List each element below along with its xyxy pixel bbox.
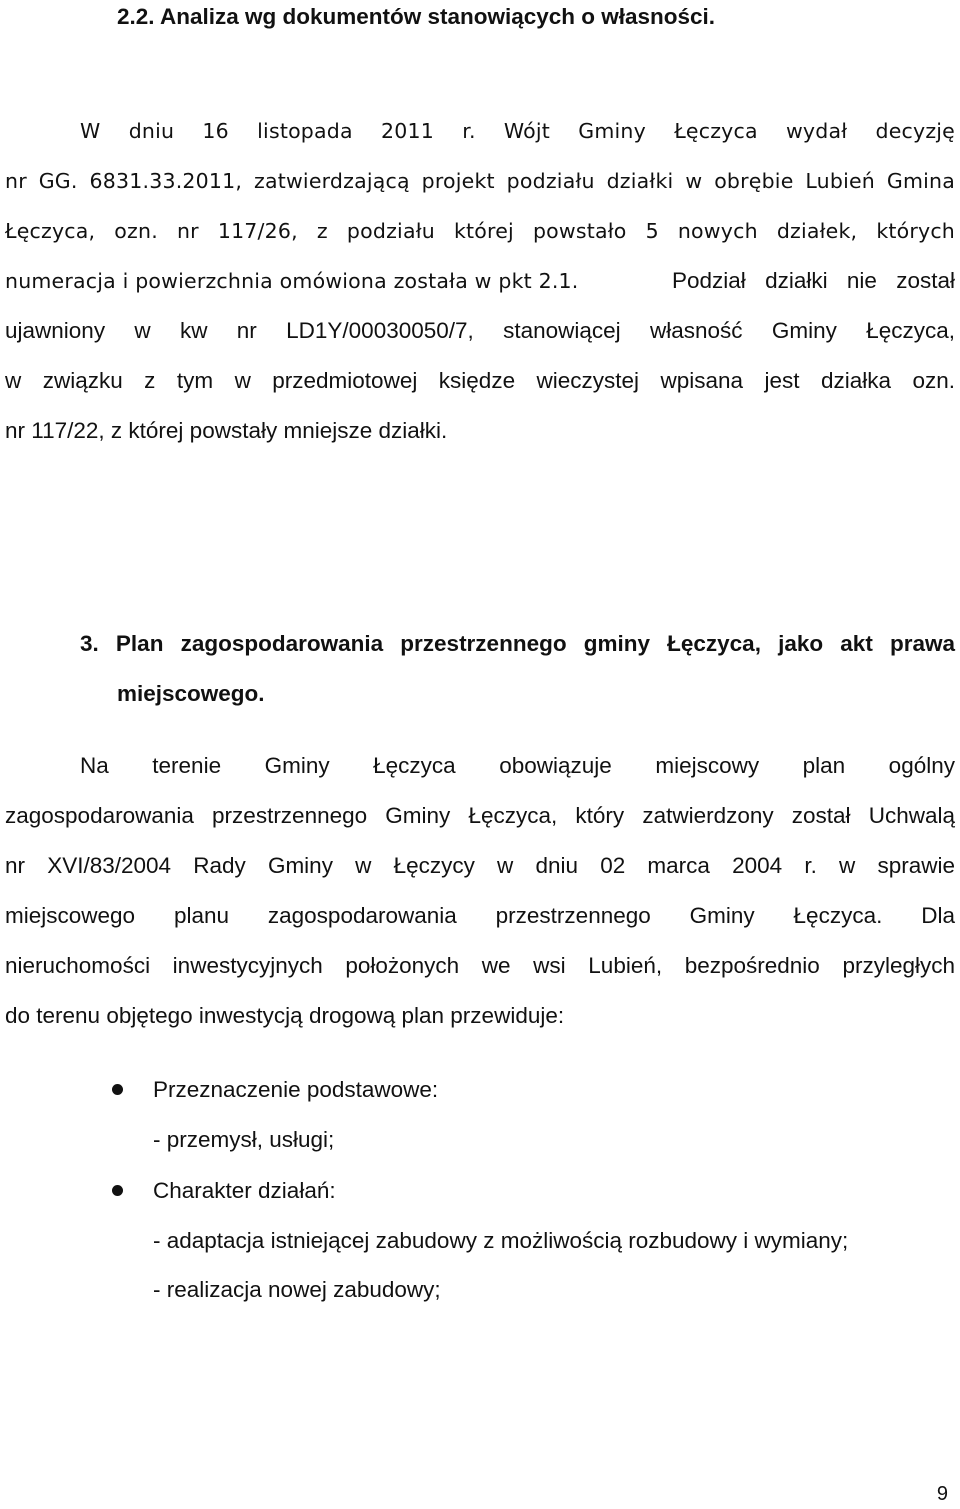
section-heading-3: 3. Plan zagospodarowania przestrzennego gminy Łęczyca, jako akt prawa — [80, 631, 955, 656]
paragraph-line: miejscowego planu zagospodarowania przestrzennego Gminy Łęczyca. Dla — [5, 903, 955, 928]
page-number: 9 — [936, 1483, 948, 1505]
paragraph-line: Łęczyca, ozn. nr 117/26, z podziału której powstało 5 nowych działek, których — [5, 219, 955, 243]
paragraph-line: W dniu 16 listopada 2011 r. Wójt Gminy Łęczyca wydał decyzję — [80, 119, 955, 143]
bullet-icon — [112, 1185, 123, 1196]
paragraph-line: numeracja i powierzchnia omówiona została w pkt 2.1. — [5, 269, 579, 293]
paragraph-line: zagospodarowania przestrzennego Gminy Łęczyca, który zatwierdzony został Uchwalą — [5, 803, 955, 828]
paragraph-line: nr 117/22, z której powstały mniejsze działki. — [5, 418, 448, 443]
paragraph-line: ujawniony w kw nr LD1Y/00030050/7, stanowiącej własność Gminy Łęczyca, — [5, 318, 955, 343]
paragraph-line: do terenu objętego inwestycją drogową plan przewiduje: — [5, 1003, 565, 1028]
list-item-title: Przeznaczenie podstawowe: — [153, 1077, 439, 1102]
list-item-detail: - adaptacja istniejącej zabudowy z możliwością rozbudowy i wymiany; — [153, 1228, 849, 1253]
paragraph-line: nr XVI/83/2004 Rady Gminy w Łęczycy w dniu 02 marca 2004 r. w sprawie — [5, 853, 955, 878]
paragraph-line: Na terenie Gminy Łęczyca obowiązuje miejscowy plan ogólny — [80, 753, 955, 778]
paragraph-line: nr GG. 6831.33.2011, zatwierdzającą projekt podziału działki w obrębie Lubień Gmina — [5, 169, 955, 193]
paragraph-line: Podział działki nie został — [672, 268, 955, 293]
list-item-detail: - realizacja nowej zabudowy; — [153, 1277, 441, 1302]
bullet-icon — [112, 1084, 123, 1095]
section-heading-3-continued: miejscowego. — [117, 681, 265, 706]
paragraph-line: nieruchomości inwestycyjnych położonych we wsi Lubień, bezpośrednio przyległych — [5, 953, 955, 978]
paragraph-line: w związku z tym w przedmiotowej księdze wieczystej wpisana jest działka ozn. — [5, 368, 955, 393]
list-item-detail: - przemysł, usługi; — [153, 1127, 335, 1152]
section-heading-2-2: 2.2. Analiza wg dokumentów stanowiących o własności. — [117, 4, 716, 29]
list-item-title: Charakter działań: — [153, 1178, 336, 1203]
